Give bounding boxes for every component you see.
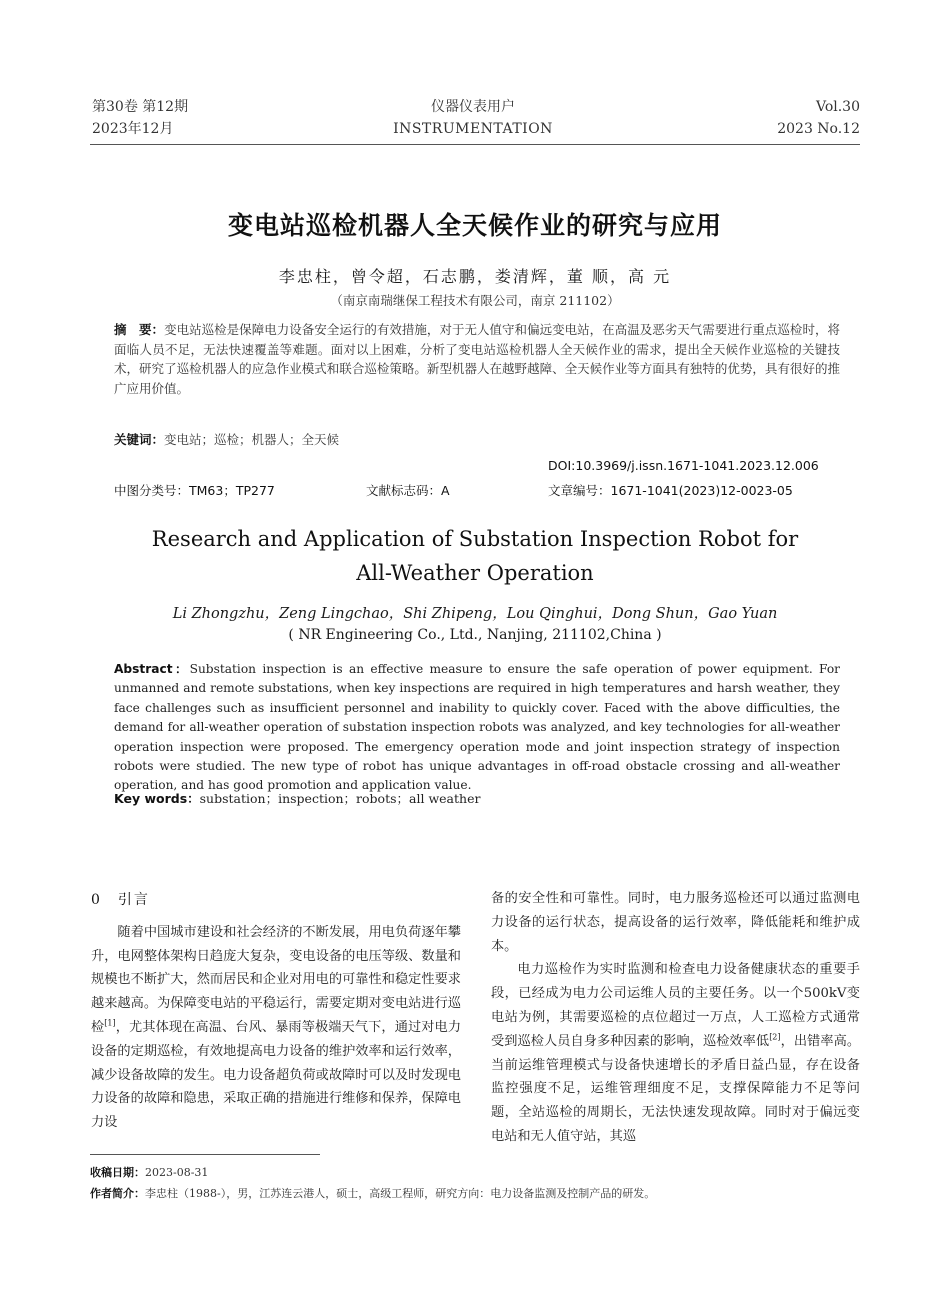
body-text: ，尤其体现在高温、台风、暴雨等极端天气下，通过对电力设备的定期巡检，有效地提高电力设备的维护效率和运行效率，减少设备故障的发生。电力设备超负荷或故障时可以及时发现电力设备的故障和隐患，采取正确的措施进行维修和保养，保障电力设 (91, 1019, 462, 1131)
article-number: 文章编号：1671-1041(2023)12-0023-05 (548, 483, 793, 498)
citation-ref[interactable]: [1] (104, 1018, 116, 1028)
header-journal (300, 96, 646, 140)
authors-cn: 李忠柱，曾令超，石志鹏，娄清辉，董 顺，高 元 (278, 267, 672, 286)
affiliation-cn: （南京南瑞继保工程技术有限公司，南京 211102） (330, 293, 620, 308)
footnote-author (90, 1185, 655, 1201)
body-column-left (91, 889, 461, 1135)
header-volume-en: Vol.30 (816, 99, 860, 115)
authors-en: Li Zhongzhu，Zeng Lingchao，Shi Zhipeng，Lou Qinghui，Dong Shun，Gao Yuan (172, 606, 778, 622)
keywords-cn (114, 430, 339, 448)
body-text: ，出错率高。当前运维管理模式与设备快速增长的矛盾日益凸显，存在设备监控强度不足，运维管理细度不足，支撑保障能力不足等问题，全站巡检的周期长，无法快速发现故障。同时对于偏远变电站和无人值守站，其巡 (491, 1033, 861, 1144)
header-issue-en: 2023 No.12 (777, 121, 860, 137)
paper-title-en (0, 522, 950, 590)
header-journal-en: INSTRUMENTATION (393, 121, 553, 137)
body-text: 随着中国城市建设和社会经济的不断发展，用电负荷逐年攀升，电网整体架构日趋庞大复杂，变电设备的电压等级、数量和规模也不断扩大，然而居民和企业对用电的可靠性和稳定性要求越来越高。为保障变电站的平稳运行，需要定期对变电站进行巡检 (91, 924, 461, 1035)
clc-number: 中图分类号：TM63；TP277 (114, 483, 275, 498)
header-volume (92, 96, 188, 140)
citation-ref[interactable]: [2] (769, 1032, 781, 1042)
footnote-divider (90, 1154, 320, 1155)
body-text: 电力巡检作为实时监测和检查电力设备健康状态的重要手段，已经成为电力公司运维人员的主要任务。以一个500kV变电站为例，其需要巡检的点位超过一万点，人工巡检方式通常受到巡检人员自身多种因素的影响，巡检效率低 (491, 962, 860, 1049)
paper-title-cn: 变电站巡检机器人全天候作业的研究与应用 (227, 211, 722, 240)
section-heading: 0 引言 (91, 892, 150, 908)
abstract-en-text: Substation inspection is an effective measure to ensure the safe operation of power equipment. For unmanned and remote substations, when key inspections are required in high temperatures and harsh weather, they face challenges such as insufficient personnel and inability to quickly cover. Faced with the above difficulties, the demand for all-weather operation of substation inspection robots was analyzed, and key technologies for all-weather operation inspection were proposed. The emergency operation mode and joint inspection strategy of inspection robots were studied. The new type of robot has unique advantages in off-road obstacle crossing and all-weather operation, and has good promotion and application value. (114, 662, 840, 793)
affiliation-en: ( NR Engineering Co., Ltd., Nanjing, 211102,China ) (288, 627, 662, 643)
keywords-en-label: Key words： (114, 791, 200, 806)
document-code: 文献标志码：A (366, 483, 450, 498)
header-volume-cn: 第30卷 第12期 (92, 99, 189, 115)
body-paragraph (491, 958, 860, 1148)
footnote-received-label: 收稿日期： (90, 1166, 145, 1179)
keywords-cn-label: 关键词： (114, 432, 165, 447)
abstract-cn (114, 320, 840, 398)
keywords-cn-text: 变电站；巡检；机器人；全天候 (164, 432, 340, 447)
footnote-received-date: 2023-08-31 (145, 1166, 209, 1179)
keywords-en-text: substation；inspection；robots；all weather (199, 791, 481, 806)
paper-title-en-line2: All-Weather Operation (356, 561, 594, 585)
header-journal-cn: 仪器仪表用户 (431, 99, 515, 115)
keywords-en (114, 789, 480, 807)
abstract-cn-label: 摘 要： (114, 322, 165, 337)
header-divider (90, 144, 860, 145)
footnote-author-label: 作者简介： (90, 1187, 145, 1200)
paper-title-en-line1: Research and Application of Substation Inspection Robot for (151, 527, 799, 551)
body-paragraph (91, 921, 461, 1135)
doi: DOI:10.3969/j.issn.1671-1041.2023.12.006 (548, 458, 819, 473)
abstract-en-label: Abstract： (114, 662, 190, 676)
abstract-cn-text: 变电站巡检是保障电力设备安全运行的有效措施，对于无人值守和偏远变电站，在高温及恶劣天气需要进行重点巡检时，将面临人员不足，无法快速覆盖等难题。面对以上困难，分析了变电站巡检机器人全天候作业的需求，提出全天候作业巡检的关键技术，研究了巡检机器人的应急作业模式和联合巡检策略。新型机器人在越野越障、全天候作业等方面具有独特的优势，具有很好的推广应用价值。 (114, 322, 840, 396)
header-date-cn: 2023年12月 (92, 121, 174, 137)
abstract-en (114, 660, 840, 796)
footnote-received (90, 1164, 208, 1180)
header-issue (777, 96, 860, 140)
body-paragraph: 备的安全性和可靠性。同时，电力服务巡检还可以通过监测电力设备的运行状态，提高设备的运行效率，降低能耗和维护成本。 (491, 891, 860, 954)
footnote-author-bio: 李忠柱（1988-），男，江苏连云港人，硕士，高级工程师，研究方向：电力设备监测及控制产品的研发。 (145, 1187, 656, 1200)
body-column-right (491, 887, 860, 1149)
